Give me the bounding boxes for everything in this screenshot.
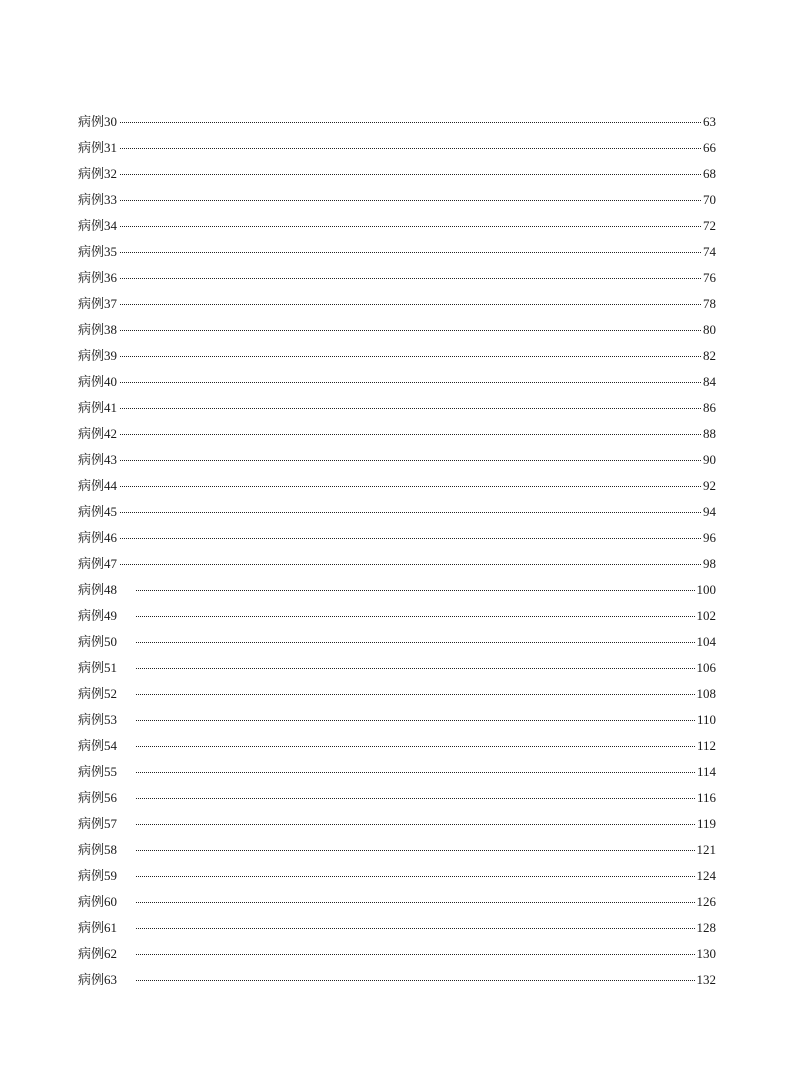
- toc-entry[interactable]: [78, 581, 716, 607]
- toc-entry-label: 病例57: [78, 816, 118, 831]
- toc-dot-leader: [120, 486, 701, 487]
- toc-dot-leader: [120, 330, 701, 331]
- toc-dot-leader: [120, 226, 701, 227]
- toc-entry-label: 病例50: [78, 634, 118, 649]
- toc-entry[interactable]: [78, 893, 716, 919]
- toc-entry-page-number: 74: [703, 244, 716, 259]
- toc-dot-leader: [136, 694, 695, 695]
- toc-entry-label: 病例61: [78, 920, 118, 935]
- toc-dot-leader: [120, 408, 701, 409]
- toc-entry-page-number: 98: [703, 556, 716, 571]
- toc-entry-page-number: 128: [696, 920, 716, 935]
- toc-entry[interactable]: [78, 555, 716, 581]
- toc-entry[interactable]: [78, 789, 716, 815]
- toc-entry-label: 病例42: [78, 426, 118, 441]
- toc-dot-leader: [120, 356, 701, 357]
- toc-entry-page-number: 72: [703, 218, 716, 233]
- toc-entry[interactable]: [78, 347, 716, 373]
- toc-dot-leader: [136, 668, 695, 669]
- toc-entry-page-number: 102: [696, 608, 716, 623]
- toc-entry[interactable]: [78, 711, 716, 737]
- toc-dot-leader: [136, 902, 695, 903]
- toc-dot-leader: [136, 980, 695, 981]
- toc-dot-leader: [120, 148, 701, 149]
- toc-dot-leader: [120, 278, 701, 279]
- toc-entry-label: 病例62: [78, 946, 118, 961]
- toc-dot-leader: [120, 252, 701, 253]
- toc-entry-page-number: 84: [703, 374, 716, 389]
- toc-entry-page-number: 63: [703, 114, 716, 129]
- toc-entry[interactable]: [78, 945, 716, 971]
- toc-dot-leader: [120, 304, 701, 305]
- toc-dot-leader: [120, 174, 701, 175]
- toc-entry-page-number: 96: [703, 530, 716, 545]
- toc-entry[interactable]: [78, 815, 716, 841]
- toc-dot-leader: [120, 382, 701, 383]
- toc-entry-label: 病例33: [78, 192, 118, 207]
- toc-dot-leader: [136, 720, 695, 721]
- toc-entry-label: 病例41: [78, 400, 118, 415]
- toc-dot-leader: [136, 928, 695, 929]
- toc-entry-label: 病例56: [78, 790, 118, 805]
- toc-entry[interactable]: [78, 633, 716, 659]
- toc-dot-leader: [120, 512, 701, 513]
- toc-entry-label: 病例48: [78, 582, 118, 597]
- toc-entry[interactable]: [78, 165, 716, 191]
- toc-dot-leader: [136, 850, 695, 851]
- toc-entry-page-number: 68: [703, 166, 716, 181]
- toc-entry-label: 病例49: [78, 608, 118, 623]
- toc-entry-label: 病例58: [78, 842, 118, 857]
- toc-entry[interactable]: [78, 373, 716, 399]
- toc-entry-page-number: 88: [703, 426, 716, 441]
- toc-entry-page-number: 78: [703, 296, 716, 311]
- toc-entry[interactable]: [78, 503, 716, 529]
- toc-entry-page-number: 86: [703, 400, 716, 415]
- toc-entry-label: 病例40: [78, 374, 118, 389]
- toc-entry-label: 病例36: [78, 270, 118, 285]
- toc-entry-page-number: 116: [696, 790, 716, 805]
- toc-entry[interactable]: [78, 529, 716, 555]
- toc-entry[interactable]: [78, 295, 716, 321]
- toc-dot-leader: [136, 824, 695, 825]
- toc-entry-label: 病例63: [78, 972, 118, 987]
- toc-entry[interactable]: [78, 451, 716, 477]
- toc-dot-leader: [136, 798, 695, 799]
- toc-dot-leader: [136, 746, 695, 747]
- toc-entry[interactable]: [78, 763, 716, 789]
- toc-entry-label: 病例60: [78, 894, 118, 909]
- toc-entry-page-number: 66: [703, 140, 716, 155]
- toc-entry-page-number: 70: [703, 192, 716, 207]
- toc-entry[interactable]: [78, 321, 716, 347]
- toc-dot-leader: [120, 460, 701, 461]
- toc-entry[interactable]: [78, 477, 716, 503]
- toc-entry-label: 病例39: [78, 348, 118, 363]
- toc-entry-label: 病例52: [78, 686, 118, 701]
- toc-entry[interactable]: [78, 243, 716, 269]
- toc-entry[interactable]: [78, 191, 716, 217]
- toc-entry-page-number: 106: [696, 660, 716, 675]
- toc-dot-leader: [136, 642, 695, 643]
- toc-entry-page-number: 121: [696, 842, 716, 857]
- toc-entry-page-number: 76: [703, 270, 716, 285]
- toc-entry-label: 病例55: [78, 764, 118, 779]
- toc-entry-page-number: 90: [703, 452, 716, 467]
- toc-entry-page-number: 132: [696, 972, 716, 987]
- toc-entry-page-number: 108: [696, 686, 716, 701]
- toc-entry-label: 病例47: [78, 556, 118, 571]
- toc-entry-label: 病例53: [78, 712, 118, 727]
- toc-entry-label: 病例59: [78, 868, 118, 883]
- toc-dot-leader: [120, 122, 701, 123]
- toc-entry-page-number: 114: [696, 764, 716, 779]
- toc-entry-page-number: 92: [703, 478, 716, 493]
- toc-dot-leader: [120, 564, 701, 565]
- toc-entry-label: 病例31: [78, 140, 118, 155]
- toc-entry-label: 病例34: [78, 218, 118, 233]
- toc-dot-leader: [120, 538, 701, 539]
- toc-entry[interactable]: [78, 113, 716, 139]
- toc-dot-leader: [136, 876, 695, 877]
- toc-dot-leader: [136, 590, 695, 591]
- toc-entry[interactable]: [78, 919, 716, 945]
- toc-entry-label: 病例54: [78, 738, 118, 753]
- toc-entry-page-number: 112: [696, 738, 716, 753]
- toc-entry[interactable]: [78, 139, 716, 165]
- toc-entry-page-number: 82: [703, 348, 716, 363]
- toc-entry-page-number: 126: [696, 894, 716, 909]
- toc-entry-label: 病例45: [78, 504, 118, 519]
- toc-entry[interactable]: [78, 971, 716, 997]
- toc-entry-label: 病例32: [78, 166, 118, 181]
- toc-entry[interactable]: [78, 685, 716, 711]
- toc-entry-page-number: 130: [696, 946, 716, 961]
- toc-entry-label: 病例44: [78, 478, 118, 493]
- toc-entry[interactable]: [78, 607, 716, 633]
- toc-entry[interactable]: [78, 425, 716, 451]
- toc-entry-page-number: 94: [703, 504, 716, 519]
- toc-entry-label: 病例30: [78, 114, 118, 129]
- toc-dot-leader: [136, 772, 695, 773]
- toc-entry-label: 病例46: [78, 530, 118, 545]
- toc-entry[interactable]: [78, 737, 716, 763]
- toc-dot-leader: [136, 954, 695, 955]
- toc-entry-label: 病例37: [78, 296, 118, 311]
- toc-entry-page-number: 110: [696, 712, 716, 727]
- toc-dot-leader: [120, 200, 701, 201]
- toc-dot-leader: [120, 434, 701, 435]
- toc-entry[interactable]: [78, 659, 716, 685]
- toc-entry-page-number: 119: [696, 816, 716, 831]
- toc-entry-page-number: 104: [696, 634, 716, 649]
- toc-entry[interactable]: [78, 867, 716, 893]
- toc-entry-page-number: 124: [696, 868, 716, 883]
- toc-dot-leader: [136, 616, 695, 617]
- toc-entry[interactable]: [78, 269, 716, 295]
- toc-entry-label: 病例35: [78, 244, 118, 259]
- toc-entry-page-number: 80: [703, 322, 716, 337]
- table-of-contents: [78, 113, 716, 997]
- toc-entry-label: 病例43: [78, 452, 118, 467]
- toc-entry[interactable]: [78, 841, 716, 867]
- toc-entry[interactable]: [78, 399, 716, 425]
- toc-entry-page-number: 100: [696, 582, 716, 597]
- toc-entry[interactable]: [78, 217, 716, 243]
- toc-entry-label: 病例38: [78, 322, 118, 337]
- toc-entry-label: 病例51: [78, 660, 118, 675]
